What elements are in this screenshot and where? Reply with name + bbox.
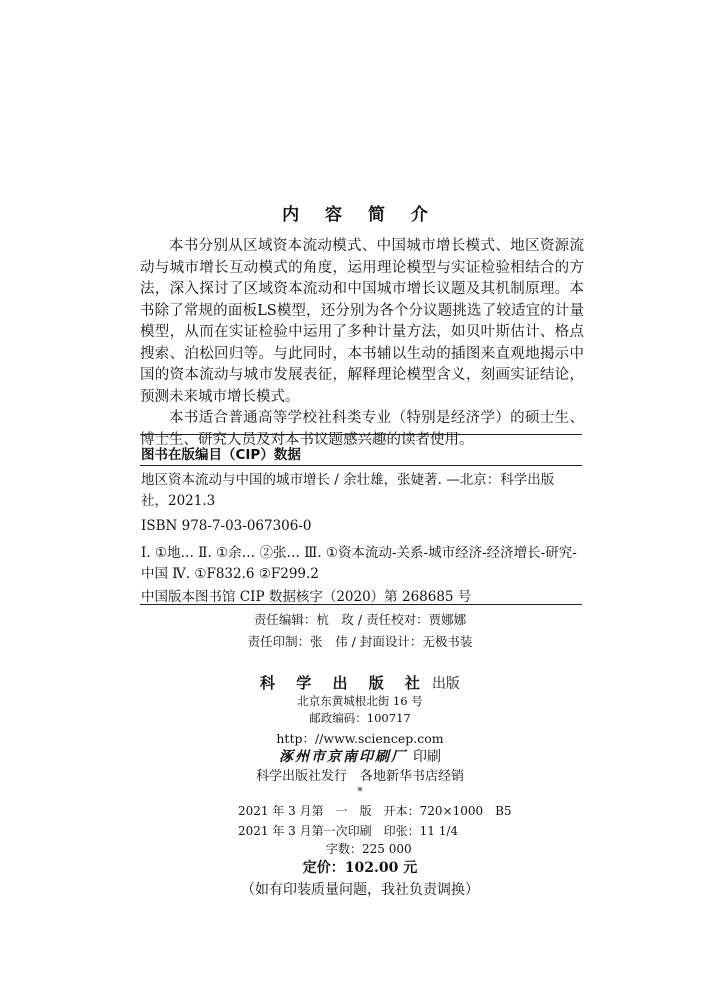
printer-line xyxy=(0,746,720,766)
separator-star: * xyxy=(357,785,363,798)
summary-paragraph-1: 本书分别从区域资本流动模式、中国城市增长模式、地区资源流动与城市增长互动模式的角度，运用理论模型与实证检验相结合的方法，深入探讨了区域资本流动和中国城市增长议题及其机制原理。本书除了常规的面板LS模型，还分别为各个分议题挑选了较适宜的计量模型，从而在实证检验中运用了多种计量方法，如贝叶斯估计、格点搜索、泊松回归等。与此同时，本书辅以生动的插图来直观地揭示中国的资本流动与城市发展表征，解释理论模型含义，刻画实证结论，预测未来城市增长模式。 xyxy=(140,238,584,405)
quality-note: （如有印装质量问题，我社负责调换） xyxy=(241,882,479,898)
cip-top-rule xyxy=(140,434,582,435)
cip-bottom-rule xyxy=(140,604,582,605)
publisher-suffix: 出版 xyxy=(431,676,460,692)
cip-classification: Ⅰ. ①地… Ⅱ. ①余… ②张… Ⅲ. ①资本流动-关系-城市经济-经济增长-研究-中国 Ⅳ. ①F832.6 ②F299.2 xyxy=(141,545,577,582)
cip-heading: 图书在版编目（CIP）数据 xyxy=(141,447,301,463)
cip-title-line: 地区资本流动与中国的城市增长 / 余壮雄，张婕著. —北京：科学出版社，2021.3 xyxy=(141,472,555,509)
credits-line-2: 责任印制：张 伟 / 封面设计：无极书装 xyxy=(247,634,473,649)
cip-heading-rule xyxy=(140,465,582,466)
publisher-website: http：//www.sciencep.com xyxy=(276,731,444,746)
cip-body xyxy=(141,470,581,608)
publisher-line xyxy=(0,672,720,693)
distribution-line: 科学出版社发行 各地新华书店经销 xyxy=(255,769,464,784)
cip-isbn: ISBN 978-7-03-067306-0 xyxy=(141,518,312,534)
edition-line-2: 2021 年 3 月第一次印刷 印张：11 1/4 xyxy=(238,824,459,838)
summary-heading: 内 容 简 介 xyxy=(282,205,438,225)
price: 定价：102.00 元 xyxy=(302,860,418,876)
credits-line-1: 责任编辑：杭 玫 / 责任校对：贾娜娜 xyxy=(253,612,467,627)
publisher-postcode: 邮政编码：100717 xyxy=(309,711,411,725)
printer-name: 涿州市京南印刷厂 xyxy=(279,749,407,765)
edition-line-1: 2021 年 3 月第 一 版 开本：720×1000 B5 xyxy=(238,804,512,818)
summary-body xyxy=(140,236,584,451)
publisher-address: 北京东黄城根北街 16 号 xyxy=(297,694,423,708)
cip-record: 中国版本图书馆 CIP 数据核字（2020）第 268685 号 xyxy=(141,589,472,605)
edition-wordcount: 字数：225 000 xyxy=(326,842,412,856)
summary-paragraph-2: 本书适合普通高等学校社科类专业（特别是经济学）的硕士生、博士生、研究人员及对本书议题感兴趣的读者使用。 xyxy=(140,410,584,448)
publisher-logo: 科 学 出 版 社 xyxy=(260,674,428,692)
printer-suffix: 印刷 xyxy=(413,749,441,765)
